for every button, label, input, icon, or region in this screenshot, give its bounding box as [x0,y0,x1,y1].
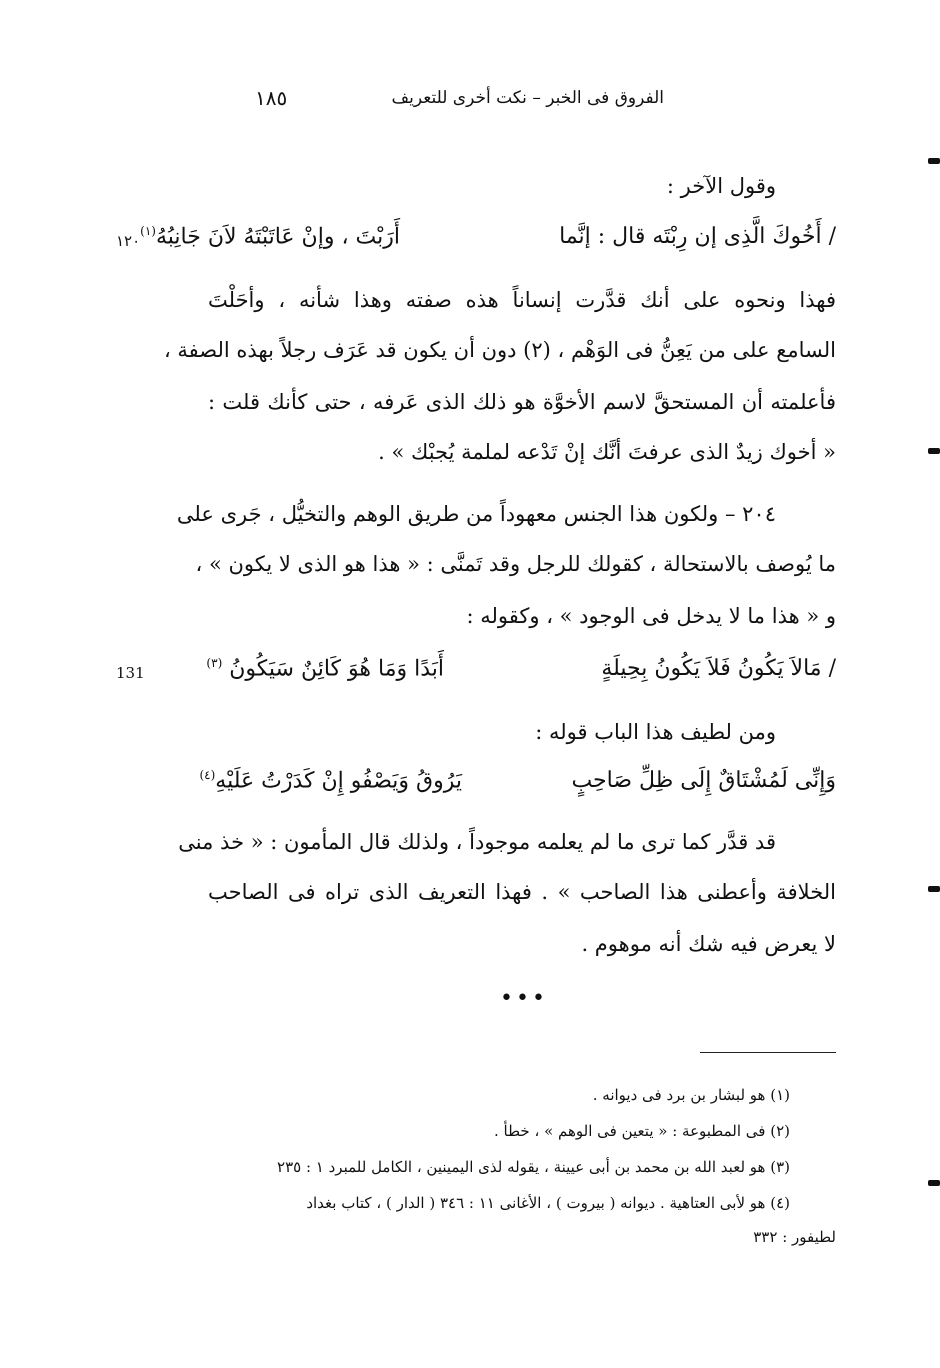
footnote-ref-4: (٤) [199,768,216,782]
footnote-rule [700,1052,836,1053]
paragraph-1-line-4: « أخوك زيدٌ الذى عرفتَ أنَّك إنْ تَدْعه لملمة يُجبْك » . [378,440,836,464]
paragraph-1-line-2: السامع على من يَعِنُّ فى الوَهْم ، (٢) دون أن يكون قد عَرَف رجلاً بهذه الصفة ، [163,338,836,362]
verse-1-second-hemistich [140,224,400,249]
verse-2-second-hemistich [206,656,444,681]
paragraph-3-line-1: قد قدَّر كما ترى ما لم يعلمه موجوداً ، ولذلك قال المأمون : « خذ منى [178,830,776,854]
verse-2-first-hemistich: / مَالاَ يَكُونُ فَلاَ يَكُونُ بِحِيلَةٍ [601,656,836,681]
edge-marker [928,448,940,454]
verse-3-second-hemistich [199,768,462,793]
section-separator-dots: ••• [500,986,548,1011]
footnote-ref-1: (١) [140,224,156,238]
verse-3-text: يَرُوقُ وَيَصْفُو إِنْ كَدَرْتُ عَلَيْهِ [215,768,462,794]
footnote-4: (٤) هو لأبى العتاهية . ديوانه ( بيروت ) ، الأغانى ١١ : ٣٤٦ ( الدار ) ، كتاب بغداد [306,1194,790,1212]
footnote-ref-3: (٣) [206,656,223,670]
paragraph-2-line-2: ما يُوصف بالاستحالة ، كقولك للرجل وقد تَمنَّى : « هذا هو الذى لا يكون » ، [195,552,836,576]
running-header-title: الفروق فى الخبر – نكت أخرى للتعريف [391,88,664,108]
footnote-3: (٣) هو لعبد الله بن محمد بن أبى عيينة ، يقوله لذى اليمينين ، الكامل للمبرد ١ : ٢٣٥ [277,1158,790,1176]
paragraph-2-line-3: و « هذا ما لا يدخل فى الوجود » ، وكقوله : [466,604,836,628]
intro-line-3: ومن لطيف هذا الباب قوله : [535,720,776,744]
edge-marker [928,1180,940,1186]
margin-number-131: 131 [116,664,145,682]
verse-1-text: أَرَبْتَ ، وإنْ عَاتَبْتَهُ لاَنَ جَانِبُهُ [155,224,400,250]
paragraph-3-line-3: لا يعرض فيه شك أنه موهوم . [581,932,836,956]
verse-2-text: أَبَدًا وَمَا هُوَ كَائِنٌ سَيَكُونُ [229,656,444,682]
footnote-2: (٢) فى المطبوعة : « يتعين فى الوهم » ، خطأ . [494,1122,790,1140]
intro-line: وقول الآخر : [666,174,776,198]
margin-number-120: ١٢٠ [116,232,141,250]
verse-3-first-hemistich: وَإِنِّى لَمُشْتَاقٌ إِلَى ظِلِّ صَاحِبٍ [571,768,836,793]
edge-marker [928,886,940,892]
footnote-1: (١) هو لبشار بن برد فى ديوانه . [592,1086,790,1104]
verse-1-first-hemistich: / أَخُوكَ الَّذِى إن رِبْتَه قال : إنَّما [559,224,836,249]
footnote-4-continuation: لطيفور : ٣٣٢ [753,1228,836,1246]
page-number: ١٨٥ [255,86,288,110]
paragraph-3-line-2: الخلافة وأعطنى هذا الصاحب » . فهذا التعريف الذى تراه فى الصاحب [208,880,836,904]
edge-marker [928,158,940,164]
paragraph-2-line-1: ٢٠٤ – ولكون هذا الجنس معهوداً من طريق الوهم والتخيُّل ، جَرى على [176,502,776,526]
paragraph-1-line-1: فهذا ونحوه على أنك قدَّرت إنساناً هذه صفته وهذا شأنه ، وأحَلْتَ [208,288,836,312]
paragraph-1-line-3: فأعلمته أن المستحقَّ لاسم الأخوَّة هو ذلك الذى عَرفه ، حتى كأنك قلت : [208,390,836,414]
